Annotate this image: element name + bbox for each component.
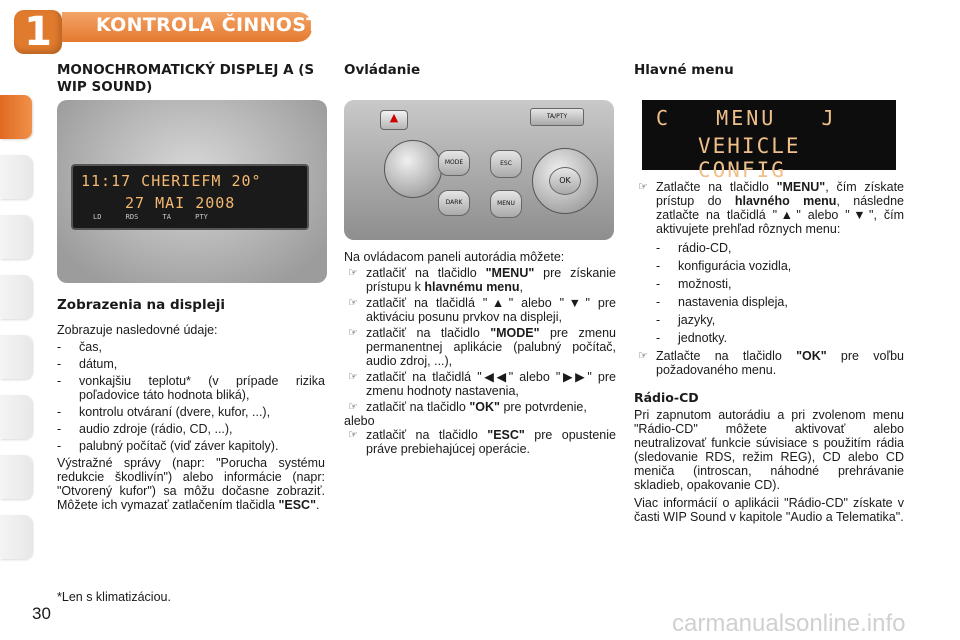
menu-list-item: - jednotky. bbox=[656, 331, 728, 345]
list-item: - dátum, bbox=[57, 357, 118, 371]
menu-display-line2: VEHICLE CONFIG bbox=[698, 134, 801, 182]
menu-list-item: - konfigurácia vozidla, bbox=[656, 259, 792, 273]
volume-knob bbox=[384, 140, 442, 198]
side-tab-chapter-5[interactable] bbox=[0, 335, 32, 379]
list-item: ☞ zatlačiť na tlačidlo "MODE" pre zmenu permanentnej aplikácie (palubný počítač, audio zdroj, ...), bbox=[344, 326, 616, 368]
hand-pointer-icon: ☞ bbox=[638, 349, 648, 362]
side-tab-chapter-8[interactable] bbox=[0, 515, 32, 559]
list-item: - kontrolu otváraní (dvere, kufor, ...), bbox=[57, 405, 271, 419]
menu-button: MENU bbox=[490, 190, 522, 218]
display-line-time: 11:17 CHERIEFM 20° bbox=[81, 172, 262, 190]
list-item: ☞ zatlačiť na tlačidlo "MENU" pre získanie prístupu k hlavnému menu, bbox=[344, 266, 616, 294]
hand-pointer-icon: ☞ bbox=[348, 400, 358, 413]
side-tab-chapter-2[interactable] bbox=[0, 155, 32, 199]
list-item: - palubný počítač (viď záver kapitoly). bbox=[57, 439, 279, 453]
list-item: ☞ Zatlačte na tlačidlo "OK" pre voľbu požadovaného menu. bbox=[634, 349, 904, 377]
monochrome-display bbox=[71, 164, 309, 230]
list-item: - vonkajšiu teplotu* (v prípade rizika poľadovice táto hodnota bliká), bbox=[57, 374, 325, 402]
mode-button: MODE bbox=[438, 150, 470, 176]
hand-pointer-icon: ☞ bbox=[348, 370, 358, 383]
side-tab-chapter-3[interactable] bbox=[0, 215, 32, 259]
side-tab-chapter-6[interactable] bbox=[0, 395, 32, 439]
or-separator: alebo bbox=[344, 414, 375, 428]
hazard-button: ▲ bbox=[380, 110, 408, 130]
controls-block bbox=[344, 250, 616, 456]
page-title: KONTROLA ČINNOSTI bbox=[96, 14, 327, 36]
hand-pointer-icon: ☞ bbox=[638, 180, 648, 193]
section-heading-main-menu: Hlavné menu bbox=[634, 62, 734, 78]
warning-paragraph: Výstražné správy (napr: "Porucha systému redukcie škodlivín") alebo informácie (napr: "Otvorený kufor") sa môžu dočasne zobraziť. Môžete ich vymazať zatlačením tlačidla "ESC". bbox=[57, 456, 325, 512]
subheading-radio-cd: Rádio-CD bbox=[634, 390, 699, 405]
menu-list-item: - nastavenia displeja, bbox=[656, 295, 788, 309]
main-menu-block bbox=[634, 180, 904, 524]
subheading-display-info: Zobrazenia na displeji bbox=[57, 297, 226, 313]
controls-intro: Na ovládacom paneli autorádia môžete: bbox=[344, 250, 565, 264]
list-item: ☞ zatlačiť na tlačidlá "◀◀" alebo "▶▶" pre zmenu hodnoty nastavenia, bbox=[344, 370, 616, 398]
hand-pointer-icon: ☞ bbox=[348, 296, 358, 309]
menu-list-item: - rádio-CD, bbox=[656, 241, 732, 255]
section-heading-display: MONOCHROMATICKÝ DISPLEJ A (S WIP SOUND) bbox=[57, 62, 315, 95]
radio-cd-paragraph: Pri zapnutom autorádiu a pri zvolenom menu "Rádio-CD" môžete aktivovať alebo neutralizovať funkcie súvisiace s použitím rádia (sledovanie RDS, režim REG), CD alebo CD meniča (introscan, náhodné prehrávanie skladieb, opakovanie CD). bbox=[634, 408, 904, 492]
chapter-badge: 1 bbox=[14, 10, 62, 54]
ok-button: OK bbox=[549, 167, 581, 195]
menu-list-item: - možnosti, bbox=[656, 277, 732, 291]
menu-display-line1: C MENU J bbox=[656, 106, 837, 130]
display-info-intro: Zobrazuje nasledovné údaje: bbox=[57, 323, 218, 337]
side-tab-chapter-4[interactable] bbox=[0, 275, 32, 319]
list-item: - audio zdroje (rádio, CD, ...), bbox=[57, 422, 233, 436]
list-item: ☞ zatlačiť na tlačidlo "OK" pre potvrdenie, bbox=[344, 400, 616, 414]
tapty-button: TA/PTY bbox=[530, 108, 584, 126]
radio-cd-more-info: Viac informácií o aplikácii "Rádio-CD" získate v časti WIP Sound v kapitole "Audio a Telematika". bbox=[634, 496, 904, 524]
side-tab-strip bbox=[0, 55, 36, 615]
display-line-date: 27 MAI 2008 bbox=[125, 194, 236, 212]
list-item: ☞ Zatlačte na tlačidlo "MENU", čím získate prístup do hlavného menu, následne zatlačte na tlačidlá "▲" alebo "▼", čím aktivujete prehľad rôznych menu: bbox=[634, 180, 904, 236]
side-tab-chapter-1[interactable] bbox=[0, 95, 32, 139]
footnote: *Len s klimatizáciou. bbox=[57, 590, 171, 604]
hand-pointer-icon: ☞ bbox=[348, 326, 358, 339]
list-item: ☞ zatlačiť na tlačidlá "▲" alebo "▼" pre aktiváciu posunu prvkov na displeji, bbox=[344, 296, 616, 324]
display-info-block bbox=[57, 323, 325, 512]
hand-pointer-icon: ☞ bbox=[348, 428, 358, 441]
hand-pointer-icon: ☞ bbox=[348, 266, 358, 279]
section-heading-controls: Ovládanie bbox=[344, 62, 421, 78]
watermark: carmanualsonline.info bbox=[672, 610, 906, 637]
menu-display-photo bbox=[642, 100, 896, 182]
display-indicators: LD RDS TA PTY bbox=[93, 213, 208, 221]
menu-list-item: - jazyky, bbox=[656, 313, 716, 327]
esc-button: ESC bbox=[490, 150, 522, 178]
display-photo bbox=[57, 100, 327, 283]
list-item: - čas, bbox=[57, 340, 102, 354]
list-item: ☞ zatlačiť na tlačidlo "ESC" pre opustenie práve prebiehajúcej operácie. bbox=[344, 428, 616, 456]
dark-button: DARK bbox=[438, 190, 470, 216]
side-tab-chapter-7[interactable] bbox=[0, 455, 32, 499]
page-number: 30 bbox=[32, 604, 51, 623]
control-panel-photo bbox=[344, 100, 614, 240]
